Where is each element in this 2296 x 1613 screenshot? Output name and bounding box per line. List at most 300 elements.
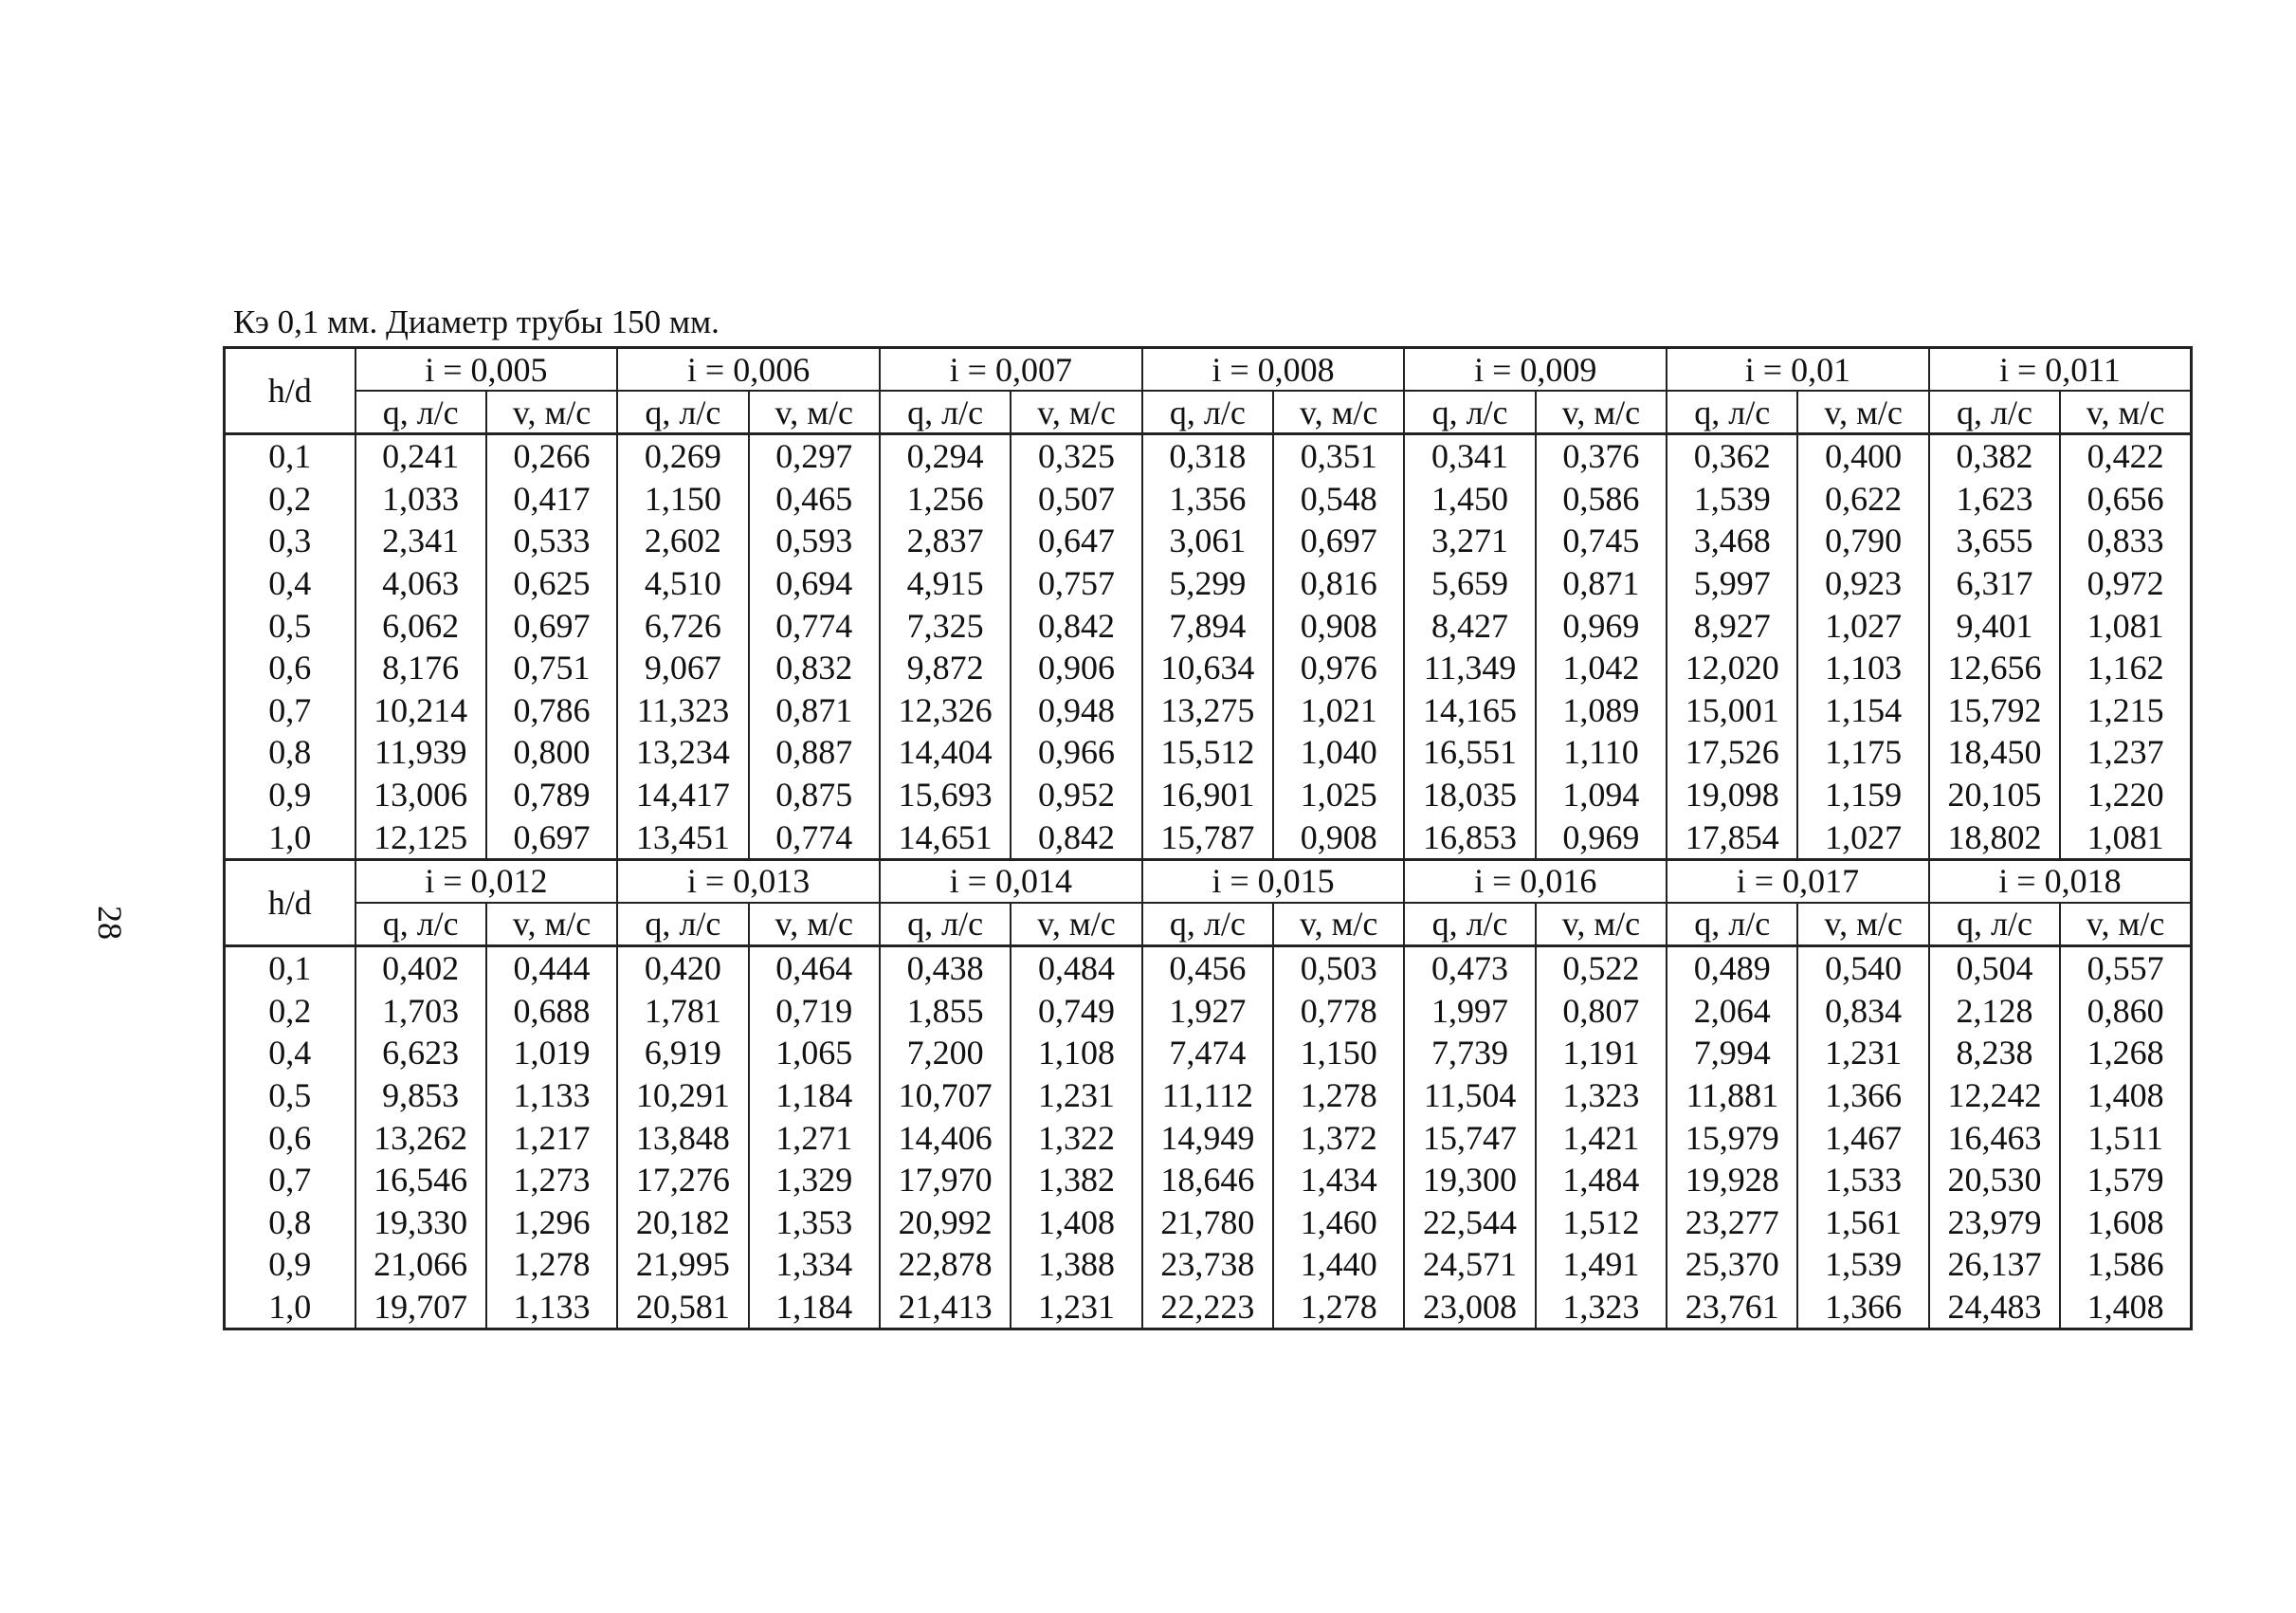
velocity-value: 1,065 (749, 1032, 880, 1074)
flow-value: 0,489 (1667, 945, 1797, 989)
velocity-value: 0,697 (486, 816, 617, 859)
table-row (225, 1074, 2192, 1117)
flow-value: 15,512 (1142, 731, 1273, 774)
velocity-value: 1,042 (1536, 647, 1667, 689)
velocity-value: 0,533 (486, 520, 617, 562)
hd-value: 0,6 (225, 1116, 355, 1159)
table-row (225, 1286, 2192, 1329)
flow-value: 23,761 (1667, 1286, 1797, 1329)
slope-header-row (225, 859, 2192, 903)
table-row (225, 604, 2192, 647)
flow-value: 3,655 (1929, 520, 2060, 562)
flow-header: q, л/с (1404, 391, 1535, 434)
flow-value: 0,362 (1667, 434, 1797, 478)
hd-value: 0,7 (225, 689, 355, 732)
flow-value: 0,318 (1142, 434, 1273, 478)
flow-value: 18,450 (1929, 731, 2060, 774)
slope-header: i = 0,017 (1667, 859, 1929, 903)
velocity-value: 0,557 (2060, 945, 2191, 989)
velocity-value: 1,133 (486, 1074, 617, 1117)
flow-value: 0,504 (1929, 945, 2060, 989)
flow-value: 17,854 (1667, 816, 1797, 859)
velocity-value: 1,539 (1797, 1243, 1928, 1286)
table-row (225, 774, 2192, 816)
velocity-value: 1,268 (2060, 1032, 2191, 1074)
velocity-value: 1,561 (1797, 1201, 1928, 1244)
velocity-value: 1,296 (486, 1201, 617, 1244)
hd-value: 0,2 (225, 990, 355, 1033)
flow-value: 7,474 (1142, 1032, 1273, 1074)
flow-value: 22,223 (1142, 1286, 1273, 1329)
flow-value: 14,651 (880, 816, 1011, 859)
velocity-value: 1,334 (749, 1243, 880, 1286)
velocity-value: 0,908 (1273, 816, 1404, 859)
flow-value: 15,747 (1404, 1116, 1535, 1159)
flow-value: 1,781 (617, 990, 748, 1033)
flow-value: 1,033 (355, 478, 486, 521)
flow-value: 12,656 (1929, 647, 2060, 689)
table-row (225, 1201, 2192, 1244)
velocity-value: 1,484 (1536, 1159, 1667, 1201)
flow-value: 10,291 (617, 1074, 748, 1117)
velocity-value: 0,871 (1536, 562, 1667, 605)
hd-value: 0,1 (225, 945, 355, 989)
table-row (225, 689, 2192, 732)
velocity-value: 0,400 (1797, 434, 1928, 478)
flow-value: 23,738 (1142, 1243, 1273, 1286)
velocity-value: 1,460 (1273, 1201, 1404, 1244)
velocity-value: 0,871 (749, 689, 880, 732)
velocity-value: 0,622 (1797, 478, 1928, 521)
flow-value: 18,646 (1142, 1159, 1273, 1201)
table-row (225, 1116, 2192, 1159)
flow-value: 2,064 (1667, 990, 1797, 1033)
flow-value: 18,035 (1404, 774, 1535, 816)
page-number: 28 (91, 906, 129, 940)
flow-value: 14,406 (880, 1116, 1011, 1159)
velocity-value: 1,353 (749, 1201, 880, 1244)
flow-value: 6,623 (355, 1032, 486, 1074)
flow-value: 1,623 (1929, 478, 2060, 521)
flow-value: 0,456 (1142, 945, 1273, 989)
flow-value: 1,997 (1404, 990, 1535, 1033)
velocity-value: 0,976 (1273, 647, 1404, 689)
velocity-value: 0,266 (486, 434, 617, 478)
flow-value: 9,853 (355, 1074, 486, 1117)
velocity-value: 1,608 (2060, 1201, 2191, 1244)
flow-header: q, л/с (355, 903, 486, 946)
flow-value: 18,802 (1929, 816, 2060, 859)
slope-header: i = 0,005 (355, 348, 618, 392)
flow-value: 0,402 (355, 945, 486, 989)
hd-value: 0,5 (225, 604, 355, 647)
flow-value: 24,571 (1404, 1243, 1535, 1286)
hd-value: 1,0 (225, 816, 355, 859)
flow-value: 21,066 (355, 1243, 486, 1286)
velocity-value: 0,376 (1536, 434, 1667, 478)
slope-header: i = 0,016 (1404, 859, 1667, 903)
flow-value: 2,837 (880, 520, 1011, 562)
flow-value: 1,256 (880, 478, 1011, 521)
slope-header: i = 0,011 (1929, 348, 2192, 392)
flow-value: 7,894 (1142, 604, 1273, 647)
flow-value: 14,165 (1404, 689, 1535, 732)
velocity-value: 0,860 (2060, 990, 2191, 1033)
slope-header: i = 0,018 (1929, 859, 2192, 903)
velocity-value: 0,972 (2060, 562, 2191, 605)
velocity-value: 0,923 (1797, 562, 1928, 605)
flow-value: 10,214 (355, 689, 486, 732)
flow-value: 19,098 (1667, 774, 1797, 816)
velocity-value: 0,952 (1011, 774, 1141, 816)
flow-value: 20,581 (617, 1286, 748, 1329)
velocity-value: 1,278 (1273, 1286, 1404, 1329)
flow-value: 21,995 (617, 1243, 748, 1286)
hd-value: 0,1 (225, 434, 355, 478)
table-row (225, 816, 2192, 859)
velocity-value: 0,751 (486, 647, 617, 689)
velocity-value: 0,908 (1273, 604, 1404, 647)
velocity-header: v, м/с (1273, 391, 1404, 434)
velocity-value: 0,786 (486, 689, 617, 732)
velocity-value: 1,027 (1797, 604, 1928, 647)
flow-value: 4,063 (355, 562, 486, 605)
flow-header: q, л/с (880, 391, 1011, 434)
velocity-value: 1,040 (1273, 731, 1404, 774)
flow-value: 19,300 (1404, 1159, 1535, 1201)
hd-value: 0,8 (225, 731, 355, 774)
flow-value: 1,150 (617, 478, 748, 521)
velocity-value: 0,833 (2060, 520, 2191, 562)
velocity-value: 1,273 (486, 1159, 617, 1201)
flow-value: 13,234 (617, 731, 748, 774)
flow-value: 19,928 (1667, 1159, 1797, 1201)
velocity-value: 1,081 (2060, 604, 2191, 647)
flow-value: 7,200 (880, 1032, 1011, 1074)
slope-header: i = 0,012 (355, 859, 618, 903)
flow-value: 3,271 (1404, 520, 1535, 562)
flow-value: 15,787 (1142, 816, 1273, 859)
flow-value: 19,330 (355, 1201, 486, 1244)
velocity-value: 0,749 (1011, 990, 1141, 1033)
velocity-value: 1,103 (1797, 647, 1928, 689)
flow-value: 3,468 (1667, 520, 1797, 562)
velocity-value: 1,162 (2060, 647, 2191, 689)
velocity-value: 1,025 (1273, 774, 1404, 816)
velocity-value: 0,842 (1011, 816, 1141, 859)
flow-value: 20,530 (1929, 1159, 2060, 1201)
velocity-header: v, м/с (2060, 391, 2191, 434)
velocity-value: 0,966 (1011, 731, 1141, 774)
hd-value: 0,8 (225, 1201, 355, 1244)
velocity-value: 0,906 (1011, 647, 1141, 689)
velocity-value: 1,408 (2060, 1074, 2191, 1117)
velocity-value: 0,697 (486, 604, 617, 647)
velocity-value: 1,154 (1797, 689, 1928, 732)
flow-value: 13,006 (355, 774, 486, 816)
flow-value: 9,872 (880, 647, 1011, 689)
velocity-value: 0,503 (1273, 945, 1404, 989)
flow-header: q, л/с (1667, 903, 1797, 946)
flow-value: 14,417 (617, 774, 748, 816)
flow-value: 12,242 (1929, 1074, 2060, 1117)
velocity-value: 1,388 (1011, 1243, 1141, 1286)
flow-value: 14,404 (880, 731, 1011, 774)
velocity-value: 1,511 (2060, 1116, 2191, 1159)
velocity-value: 1,372 (1273, 1116, 1404, 1159)
velocity-value: 0,774 (749, 816, 880, 859)
flow-value: 1,450 (1404, 478, 1535, 521)
flow-value: 12,125 (355, 816, 486, 859)
velocity-value: 1,237 (2060, 731, 2191, 774)
velocity-value: 1,491 (1536, 1243, 1667, 1286)
table-row (225, 1032, 2192, 1074)
hydraulic-table (223, 346, 2193, 1330)
velocity-value: 0,789 (486, 774, 617, 816)
velocity-value: 1,323 (1536, 1286, 1667, 1329)
flow-value: 10,634 (1142, 647, 1273, 689)
flow-value: 16,901 (1142, 774, 1273, 816)
flow-value: 6,726 (617, 604, 748, 647)
flow-value: 2,602 (617, 520, 748, 562)
velocity-value: 0,465 (749, 478, 880, 521)
table-row (225, 562, 2192, 605)
velocity-value: 0,297 (749, 434, 880, 478)
flow-value: 15,979 (1667, 1116, 1797, 1159)
flow-value: 0,269 (617, 434, 748, 478)
flow-value: 6,062 (355, 604, 486, 647)
flow-value: 25,370 (1667, 1243, 1797, 1286)
velocity-value: 0,875 (749, 774, 880, 816)
flow-value: 15,001 (1667, 689, 1797, 732)
velocity-value: 1,133 (486, 1286, 617, 1329)
flow-value: 10,707 (880, 1074, 1011, 1117)
velocity-header: v, м/с (1536, 391, 1667, 434)
flow-value: 2,341 (355, 520, 486, 562)
flow-value: 1,855 (880, 990, 1011, 1033)
hd-value: 0,4 (225, 562, 355, 605)
velocity-value: 0,800 (486, 731, 617, 774)
velocity-header: v, м/с (749, 903, 880, 946)
velocity-value: 1,421 (1536, 1116, 1667, 1159)
table-row (225, 478, 2192, 521)
velocity-value: 0,969 (1536, 604, 1667, 647)
slope-header: i = 0,015 (1142, 859, 1405, 903)
velocity-value: 1,215 (2060, 689, 2191, 732)
flow-header: q, л/с (1929, 391, 2060, 434)
flow-value: 16,546 (355, 1159, 486, 1201)
velocity-value: 0,540 (1797, 945, 1928, 989)
velocity-value: 1,271 (749, 1116, 880, 1159)
hd-value: 0,6 (225, 647, 355, 689)
velocity-header: v, м/с (1536, 903, 1667, 946)
velocity-value: 0,745 (1536, 520, 1667, 562)
flow-value: 16,463 (1929, 1116, 2060, 1159)
velocity-value: 1,027 (1797, 816, 1928, 859)
velocity-value: 1,329 (749, 1159, 880, 1201)
flow-value: 0,438 (880, 945, 1011, 989)
table-row (225, 731, 2192, 774)
velocity-value: 0,444 (486, 945, 617, 989)
velocity-value: 1,408 (2060, 1286, 2191, 1329)
flow-value: 17,526 (1667, 731, 1797, 774)
flow-header: q, л/с (617, 903, 748, 946)
flow-value: 4,510 (617, 562, 748, 605)
hd-value: 0,9 (225, 774, 355, 816)
flow-value: 9,067 (617, 647, 748, 689)
flow-value: 20,105 (1929, 774, 2060, 816)
flow-value: 13,451 (617, 816, 748, 859)
velocity-value: 0,548 (1273, 478, 1404, 521)
hd-value: 0,3 (225, 520, 355, 562)
velocity-value: 1,366 (1797, 1286, 1928, 1329)
table-row (225, 1159, 2192, 1201)
velocity-value: 0,422 (2060, 434, 2191, 478)
flow-value: 0,341 (1404, 434, 1535, 478)
velocity-value: 1,081 (2060, 816, 2191, 859)
velocity-value: 0,790 (1797, 520, 1928, 562)
flow-value: 17,276 (617, 1159, 748, 1201)
flow-value: 22,878 (880, 1243, 1011, 1286)
flow-value: 24,483 (1929, 1286, 2060, 1329)
velocity-value: 0,697 (1273, 520, 1404, 562)
flow-value: 2,128 (1929, 990, 2060, 1033)
flow-value: 15,792 (1929, 689, 2060, 732)
flow-header: q, л/с (1667, 391, 1797, 434)
flow-value: 11,939 (355, 731, 486, 774)
velocity-header: v, м/с (486, 391, 617, 434)
velocity-value: 1,110 (1536, 731, 1667, 774)
velocity-value: 1,512 (1536, 1201, 1667, 1244)
velocity-value: 1,533 (1797, 1159, 1928, 1201)
flow-value: 8,176 (355, 647, 486, 689)
velocity-header: v, м/с (1011, 391, 1141, 434)
table-row (225, 434, 2192, 478)
flow-value: 4,915 (880, 562, 1011, 605)
flow-value: 26,137 (1929, 1243, 2060, 1286)
slope-header-row (225, 348, 2192, 392)
hd-value: 0,5 (225, 1074, 355, 1117)
flow-value: 11,881 (1667, 1074, 1797, 1117)
flow-value: 0,241 (355, 434, 486, 478)
velocity-value: 0,522 (1536, 945, 1667, 989)
flow-value: 8,927 (1667, 604, 1797, 647)
flow-value: 12,326 (880, 689, 1011, 732)
velocity-value: 1,231 (1011, 1286, 1141, 1329)
flow-value: 7,325 (880, 604, 1011, 647)
velocity-value: 1,323 (1536, 1074, 1667, 1117)
velocity-value: 0,351 (1273, 434, 1404, 478)
flow-value: 19,707 (355, 1286, 486, 1329)
flow-value: 20,992 (880, 1201, 1011, 1244)
table-row (225, 1243, 2192, 1286)
velocity-value: 1,434 (1273, 1159, 1404, 1201)
velocity-value: 0,969 (1536, 816, 1667, 859)
flow-header: q, л/с (880, 903, 1011, 946)
hd-value: 1,0 (225, 1286, 355, 1329)
hd-value: 0,2 (225, 478, 355, 521)
velocity-value: 1,579 (2060, 1159, 2191, 1201)
velocity-value: 0,417 (486, 478, 617, 521)
flow-value: 6,919 (617, 1032, 748, 1074)
velocity-value: 0,593 (749, 520, 880, 562)
hd-value: 0,7 (225, 1159, 355, 1201)
flow-value: 8,427 (1404, 604, 1535, 647)
flow-header: q, л/с (355, 391, 486, 434)
velocity-value: 1,108 (1011, 1032, 1141, 1074)
velocity-value: 0,807 (1536, 990, 1667, 1033)
flow-value: 6,317 (1929, 562, 2060, 605)
velocity-value: 0,694 (749, 562, 880, 605)
velocity-value: 0,834 (1797, 990, 1928, 1033)
velocity-value: 1,021 (1273, 689, 1404, 732)
flow-value: 13,848 (617, 1116, 748, 1159)
flow-header: q, л/с (1142, 903, 1273, 946)
hd-value: 0,9 (225, 1243, 355, 1286)
velocity-value: 0,816 (1273, 562, 1404, 605)
flow-value: 7,994 (1667, 1032, 1797, 1074)
flow-value: 16,853 (1404, 816, 1535, 859)
velocity-header: v, м/с (1797, 391, 1928, 434)
velocity-value: 0,325 (1011, 434, 1141, 478)
velocity-value: 0,948 (1011, 689, 1141, 732)
flow-value: 11,504 (1404, 1074, 1535, 1117)
flow-header: q, л/с (617, 391, 748, 434)
flow-value: 1,927 (1142, 990, 1273, 1033)
velocity-value: 1,217 (486, 1116, 617, 1159)
slope-header: i = 0,007 (880, 348, 1142, 392)
slope-header: i = 0,006 (617, 348, 880, 392)
row-header-hd: h/d (225, 859, 355, 945)
flow-value: 23,008 (1404, 1286, 1535, 1329)
velocity-value: 0,484 (1011, 945, 1141, 989)
flow-value: 5,659 (1404, 562, 1535, 605)
flow-value: 20,182 (617, 1201, 748, 1244)
flow-value: 23,979 (1929, 1201, 2060, 1244)
flow-value: 11,112 (1142, 1074, 1273, 1117)
velocity-value: 1,278 (1273, 1074, 1404, 1117)
flow-value: 14,949 (1142, 1116, 1273, 1159)
velocity-value: 1,184 (749, 1286, 880, 1329)
flow-value: 12,020 (1667, 647, 1797, 689)
velocity-header: v, м/с (749, 391, 880, 434)
table-row (225, 647, 2192, 689)
velocity-value: 0,656 (2060, 478, 2191, 521)
velocity-value: 1,382 (1011, 1159, 1141, 1201)
velocity-value: 1,220 (2060, 774, 2191, 816)
velocity-header: v, м/с (1273, 903, 1404, 946)
velocity-value: 0,464 (749, 945, 880, 989)
flow-value: 0,294 (880, 434, 1011, 478)
table-row (225, 945, 2192, 989)
velocity-value: 0,625 (486, 562, 617, 605)
velocity-value: 1,278 (486, 1243, 617, 1286)
velocity-header: v, м/с (2060, 903, 2191, 946)
velocity-header: v, м/с (1797, 903, 1928, 946)
flow-header: q, л/с (1929, 903, 2060, 946)
slope-header: i = 0,013 (617, 859, 880, 903)
unit-header-row (225, 391, 2192, 434)
velocity-value: 1,231 (1797, 1032, 1928, 1074)
velocity-value: 0,688 (486, 990, 617, 1033)
flow-value: 17,970 (880, 1159, 1011, 1201)
flow-value: 21,780 (1142, 1201, 1273, 1244)
slope-header: i = 0,008 (1142, 348, 1405, 392)
velocity-value: 0,778 (1273, 990, 1404, 1033)
velocity-value: 1,175 (1797, 731, 1928, 774)
velocity-value: 0,842 (1011, 604, 1141, 647)
flow-value: 23,277 (1667, 1201, 1797, 1244)
